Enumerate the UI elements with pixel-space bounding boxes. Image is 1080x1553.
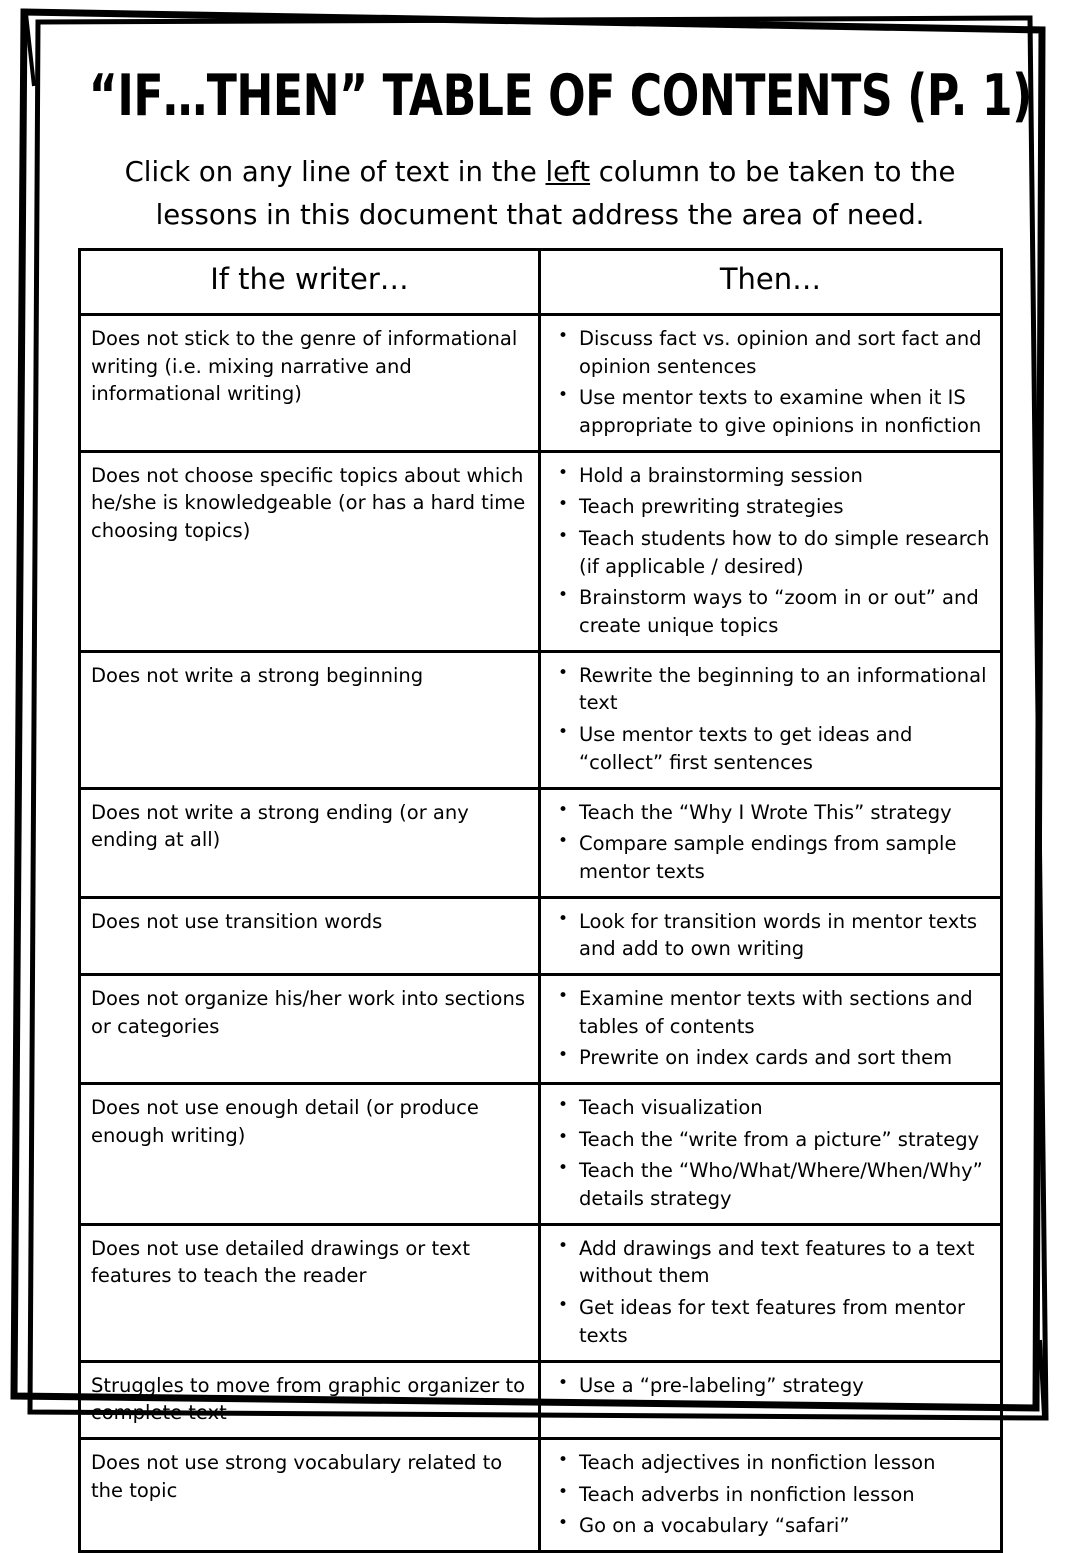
then-strategy-item: • Add drawings and text features to a text without them: [577, 1235, 992, 1290]
then-cell: [540, 651, 1002, 788]
instruction-emphasis-left: left: [545, 156, 591, 189]
page-instruction: [100, 151, 980, 236]
then-cell: [540, 1361, 1002, 1438]
if-cell-link[interactable]: [80, 451, 540, 651]
instruction-text-before: Click on any line of text in the: [124, 156, 546, 189]
then-strategy-item: • Teach adverbs in nonfiction lesson: [577, 1481, 992, 1509]
then-strategy-item: • Compare sample endings from sample mentor texts: [577, 830, 992, 885]
then-cell: [540, 974, 1002, 1083]
if-cell-text: Does not write a strong beginning: [91, 663, 424, 687]
then-cell: [540, 1084, 1002, 1225]
table-row: [80, 974, 1002, 1083]
then-strategy-item: • Prewrite on index cards and sort them: [577, 1044, 992, 1072]
then-strategy-list: [547, 662, 992, 777]
then-cell: [540, 451, 1002, 651]
then-cell: [540, 788, 1002, 897]
then-strategy-item: • Discuss fact vs. opinion and sort fact and opinion sentences: [577, 325, 992, 380]
then-strategy-list: [547, 1372, 992, 1400]
if-cell-link[interactable]: [80, 1084, 540, 1225]
page-title: “IF…THEN” TABLE OF CONTENTS (P. 1): [88, 62, 1032, 130]
table-row: [80, 1361, 1002, 1438]
then-cell: [540, 1224, 1002, 1361]
table-row: [80, 314, 1002, 451]
then-strategy-list: [547, 462, 992, 640]
table-row: [80, 897, 1002, 974]
column-header-then: Then…: [540, 250, 1002, 315]
table-body: [80, 314, 1002, 1551]
then-strategy-item: • Teach visualization: [577, 1094, 992, 1122]
then-strategy-item: • Go on a vocabulary “safari”: [577, 1512, 992, 1540]
then-strategy-list: [547, 1235, 992, 1350]
then-strategy-item: • Teach the “Who/What/Where/When/Why” details strategy: [577, 1157, 992, 1212]
if-then-table-container: [78, 248, 1000, 1553]
if-cell-text: Does not use transition words: [91, 909, 383, 933]
if-cell-link[interactable]: [80, 1224, 540, 1361]
table-row: [80, 788, 1002, 897]
then-cell: [540, 314, 1002, 451]
then-strategy-item: • Get ideas for text features from mentor texts: [577, 1294, 992, 1349]
then-strategy-item: • Hold a brainstorming session: [577, 462, 992, 490]
then-strategy-item: • Teach adjectives in nonfiction lesson: [577, 1449, 992, 1477]
if-cell-text: Does not use strong vocabulary related to the topic: [91, 1450, 503, 1502]
table-head: [80, 250, 1002, 315]
if-cell-link[interactable]: [80, 314, 540, 451]
then-strategy-item: • Brainstorm ways to “zoom in or out” and create unique topics: [577, 584, 992, 639]
then-cell: [540, 1438, 1002, 1551]
then-strategy-item: • Teach students how to do simple research (if applicable / desired): [577, 525, 992, 580]
table-row: [80, 1084, 1002, 1225]
then-strategy-item: • Teach the “write from a picture” strategy: [577, 1126, 992, 1154]
table-row: [80, 1224, 1002, 1361]
if-then-table: [78, 248, 1003, 1553]
then-strategy-item: • Look for transition words in mentor texts and add to own writing: [577, 908, 992, 963]
then-strategy-item: • Teach the “Why I Wrote This” strategy: [577, 799, 992, 827]
if-cell-link[interactable]: [80, 788, 540, 897]
then-strategy-list: [547, 325, 992, 440]
then-strategy-item: • Teach prewriting strategies: [577, 493, 992, 521]
column-header-if: If the writer…: [80, 250, 540, 315]
if-cell-text: Does not choose specific topics about which he/she is knowledgeable (or has a hard time choosing topics): [91, 463, 526, 543]
then-strategy-list: [547, 985, 992, 1072]
then-strategy-item: • Rewrite the beginning to an informational text: [577, 662, 992, 717]
table-row: [80, 451, 1002, 651]
then-strategy-list: [547, 799, 992, 886]
table-header-row: [80, 250, 1002, 315]
then-strategy-list: [547, 1449, 992, 1540]
then-cell: [540, 897, 1002, 974]
if-cell-text: Does not use enough detail (or produce enough writing): [91, 1096, 479, 1147]
table-row: [80, 1438, 1002, 1551]
if-cell-link[interactable]: [80, 1438, 540, 1551]
instruction-text-after: column to be taken to the lessons in this document that address the area of need.: [155, 156, 956, 231]
if-cell-link[interactable]: [80, 974, 540, 1083]
if-cell-link[interactable]: [80, 651, 540, 788]
then-strategy-item: • Examine mentor texts with sections and tables of contents: [577, 985, 992, 1040]
if-cell-text: Does not write a strong ending (or any ending at all): [91, 800, 469, 852]
then-strategy-list: [547, 1094, 992, 1213]
if-cell-text: Does not organize his/her work into sections or categories: [91, 986, 525, 1038]
then-strategy-item: • Use a “pre-labeling” strategy: [577, 1372, 992, 1400]
table-row: [80, 651, 1002, 788]
then-strategy-item: • Use mentor texts to examine when it IS appropriate to give opinions in nonfiction: [577, 384, 992, 439]
then-strategy-list: [547, 908, 992, 963]
if-cell-text: Struggles to move from graphic organizer to complete text: [91, 1373, 526, 1425]
if-cell-link[interactable]: [80, 1361, 540, 1438]
if-cell-text: Does not stick to the genre of informational writing (i.e. mixing narrative and informational writing): [91, 326, 518, 406]
if-cell-link[interactable]: [80, 897, 540, 974]
if-cell-text: Does not use detailed drawings or text features to teach the reader: [91, 1236, 470, 1288]
then-strategy-item: • Use mentor texts to get ideas and “collect” first sentences: [577, 721, 992, 776]
